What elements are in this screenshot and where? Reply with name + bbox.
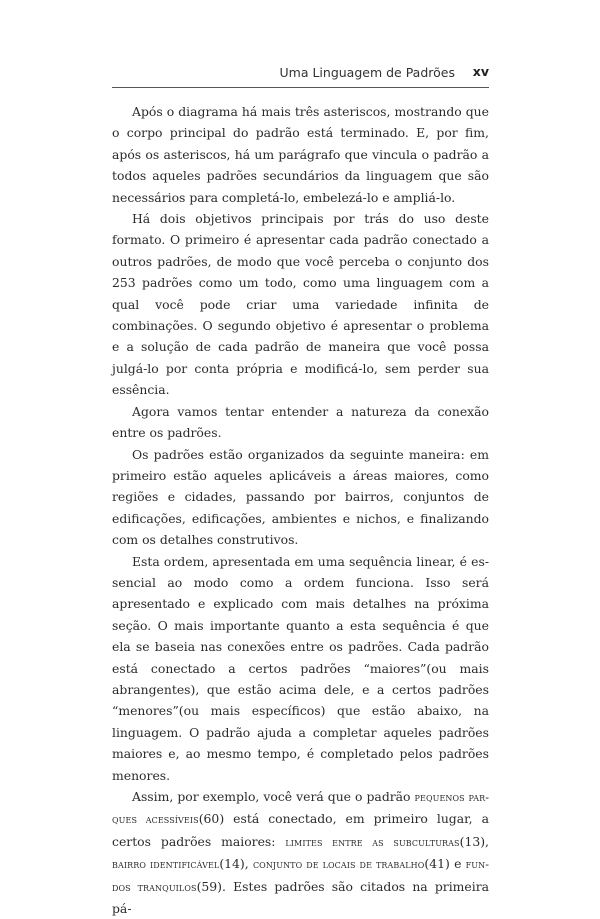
text-run: (41) e — [424, 856, 466, 872]
text-run: (59). Estes padrões são citados na primeira pá- — [112, 878, 490, 917]
body-text — [112, 101, 489, 919]
running-header — [112, 63, 489, 88]
text-run: (14), — [219, 856, 253, 872]
paragraph: Esta ordem, apresentada em uma sequência linear, é essencial ao modo como a ordem funciona. Isso será apresentado e explicado com mais detalhes na próxima seção. O mais importante quanto a esta sequência é que ela se baseia nas conexões entre os padrões. Cada padrão está conectado a certos padrões “maiores”(ou mais abrangentes), que estão acima dele, e a certos padrões “menores”(ou mais específicos) que estão abaixo, na linguagem. O padrão ajuda a completar aqueles padrões maiores e, ao mesmo tempo, é completado pelos padrões menores. — [112, 553, 489, 783]
text-run: (13), — [459, 833, 489, 849]
pattern-reference: bairro identificável — [112, 858, 220, 872]
pattern-reference: conjunto de locais de trabalho — [252, 858, 425, 872]
pattern-reference: pequenos parques acessíveis — [112, 791, 490, 827]
pattern-reference: limites entre as subculturas — [285, 835, 460, 849]
text-run: Assim, por exemplo, você verá que o padrão — [132, 789, 415, 804]
page-number: xv — [472, 64, 489, 79]
pattern-reference: fundos tranquilos — [112, 858, 490, 894]
paragraph: Após o diagrama há mais três asteriscos, mostrando que o corpo principal do padrão está terminado. E, por fim, após os asteriscos, há um parágrafo que vincula o padrão a todos aqueles padrões secundários da linguagem que são necessários para completá-lo, embelezá-lo e ampliá-lo. — [112, 104, 489, 205]
text-run: (60) está conectado, em primeiro lugar, a certos padrões maiores: — [112, 811, 490, 849]
paragraph: Há dois objetivos principais por trás do uso deste formato. O primeiro é apresentar cada padrão conectado a outros padrões, de modo que você perceba o conjunto dos 253 padrões como um todo, como uma linguagem com a qual você pode criar uma variedade infinita de combinações. O segundo objetivo é apresentar o problema e a solução de cada padrão de maneira que você possa julgá-lo por conta própria e modificá-lo, sem perder sua essência. — [112, 211, 489, 398]
paragraph-last — [112, 786, 489, 919]
running-header-title: Uma Linguagem de Padrões — [279, 65, 455, 80]
paragraph: Os padrões estão organizados da seguinte maneira: em primeiro estão aqueles aplicáveis a áreas maiores, como regiões e cidades, passando por bairros, conjuntos de edificações, edificações, ambientes e nichos, e finalizando com os detalhes construtivos. — [112, 446, 489, 548]
paragraph: Agora vamos tentar entender a natureza da conexão entre os padrões. — [112, 403, 489, 441]
